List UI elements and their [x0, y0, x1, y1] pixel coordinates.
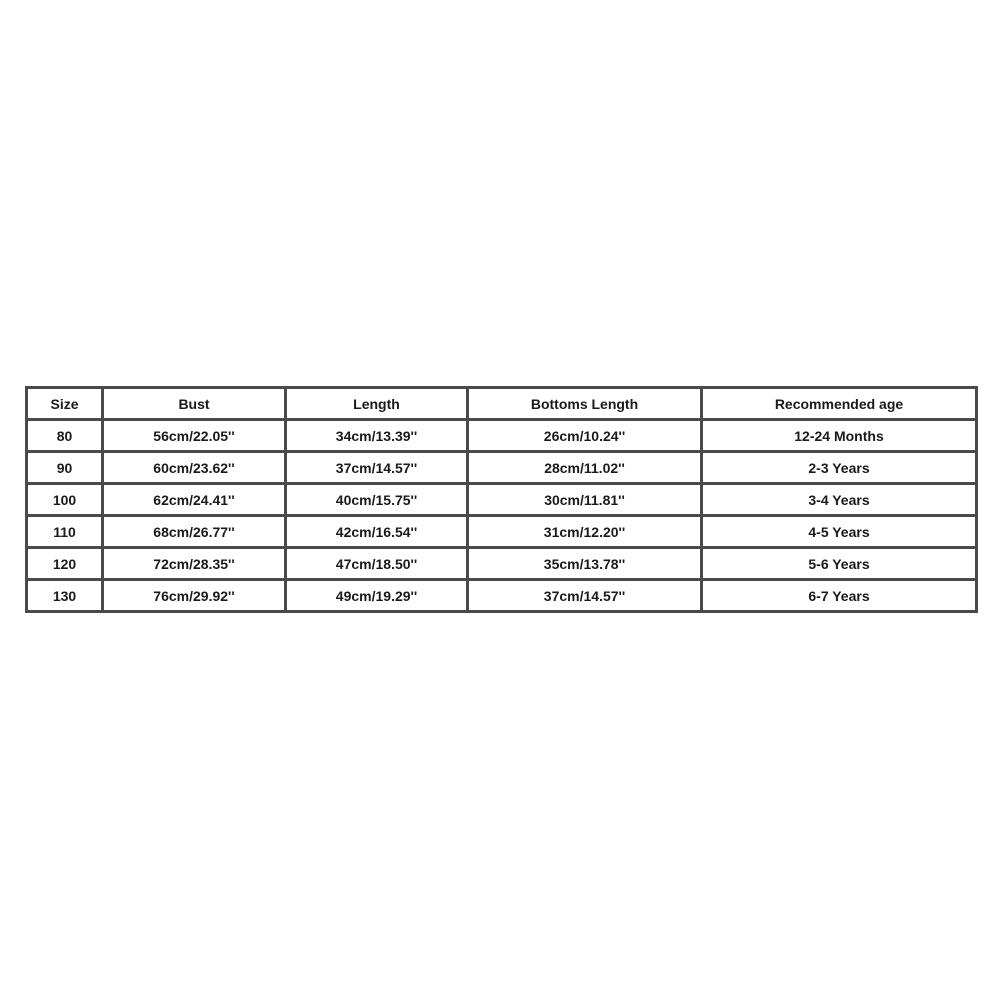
cell-bottoms-length: 35cm/13.78''	[469, 549, 700, 578]
cell-bottoms-length: 26cm/10.24''	[469, 421, 700, 450]
cell-bust: 72cm/28.35''	[104, 549, 284, 578]
cell-recommended-age: 3-4 Years	[703, 485, 975, 514]
table-row	[28, 421, 975, 450]
cell-bust: 56cm/22.05''	[104, 421, 284, 450]
cell-bottoms-length: 31cm/12.20''	[469, 517, 700, 546]
cell-length: 49cm/19.29''	[287, 581, 466, 610]
cell-size: 130	[28, 581, 101, 610]
table-row	[28, 549, 975, 578]
cell-size: 100	[28, 485, 101, 514]
cell-length: 47cm/18.50''	[287, 549, 466, 578]
table-row	[28, 453, 975, 482]
cell-bust: 76cm/29.92''	[104, 581, 284, 610]
table-row	[28, 581, 975, 610]
cell-size: 110	[28, 517, 101, 546]
cell-bust: 62cm/24.41''	[104, 485, 284, 514]
cell-size: 80	[28, 421, 101, 450]
column-header-bust: Bust	[104, 389, 284, 418]
cell-recommended-age: 5-6 Years	[703, 549, 975, 578]
column-header-size: Size	[28, 389, 101, 418]
table-row	[28, 517, 975, 546]
cell-bottoms-length: 28cm/11.02''	[469, 453, 700, 482]
cell-length: 42cm/16.54''	[287, 517, 466, 546]
cell-recommended-age: 12-24 Months	[703, 421, 975, 450]
cell-recommended-age: 6-7 Years	[703, 581, 975, 610]
table-header-row	[28, 389, 975, 418]
cell-bust: 60cm/23.62''	[104, 453, 284, 482]
cell-bottoms-length: 30cm/11.81''	[469, 485, 700, 514]
cell-size: 90	[28, 453, 101, 482]
table-row	[28, 485, 975, 514]
cell-bust: 68cm/26.77''	[104, 517, 284, 546]
cell-length: 37cm/14.57''	[287, 453, 466, 482]
cell-recommended-age: 2-3 Years	[703, 453, 975, 482]
column-header-bottoms-length: Bottoms Length	[469, 389, 700, 418]
cell-length: 34cm/13.39''	[287, 421, 466, 450]
size-chart-table	[25, 386, 978, 613]
cell-bottoms-length: 37cm/14.57''	[469, 581, 700, 610]
column-header-length: Length	[287, 389, 466, 418]
cell-length: 40cm/15.75''	[287, 485, 466, 514]
column-header-recommended-age: Recommended age	[703, 389, 975, 418]
cell-size: 120	[28, 549, 101, 578]
cell-recommended-age: 4-5 Years	[703, 517, 975, 546]
